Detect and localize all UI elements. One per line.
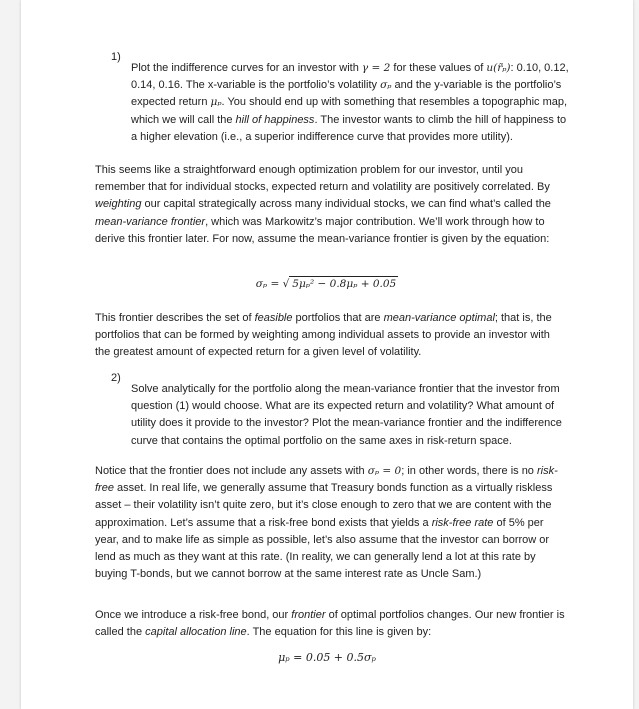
paragraph-risk-free: Notice that the frontier does not include any assets with σₚ = 0; in other words, there is no risk-free asset. In real life, we generally assume that Treasury bonds function as a virtually riskless asset – their volatility isn’t quite zero, but it’s close enough to zero that we are content with the approximation. Let’s assume that a risk-free bond exists that yields a risk-free rate of 5% per year, and to make life as simple as possible, let’s also assume that the investor can borrow or lend as much as they want at this rate. (In reality, we can generally lend a lot at this rate by buying T-bonds, but we cannot borrow at the same interest rate as Uncle Sam.) <box>95 465 558 581</box>
question-1 <box>95 49 575 157</box>
document-page <box>21 0 633 709</box>
question-number: 1) <box>111 51 121 63</box>
question-text: Plot the indifference curves for an investor with γ = 2 for these values of u(r̃ₚ): 0.10, 0.12, 0.14, 0.16. The x-variable is the portfolio’s volatility σₚ and the y-variable is the portfolio’s expected return μₚ. You should end up with something that resembles a topographic map, which we will call the hill of happiness. The investor wants to climb the hill of happiness to a higher elevation (i.e., a superior indifference curve that provides more utility). <box>131 62 569 143</box>
paragraph-frontier-intro: This seems like a straightforward enough optimization problem for our investor, until you remember that for individual stocks, expected return and volatility are positively correlated. By weighting our capital strategically across many individual stocks, we can find what’s called the mean-variance frontier, which was Markowitz’s major contribution. We’ll work through how to derive this frontier later. For now, assume the mean-variance frontier is given by the equation: <box>95 164 551 245</box>
question-2 <box>95 370 575 461</box>
question-number: 2) <box>111 372 121 384</box>
question-text: Solve analytically for the portfolio along the mean-variance frontier that the investor from question (1) would choose. What are its expected return and volatility? What amount of utility does it provide to the investor? Plot the mean-variance frontier and the indifference curve that contains the optimal portfolio on the same axes in risk-return space. <box>131 383 562 447</box>
capital-allocation-equation: μₚ = 0.05 + 0.5σₚ <box>278 651 376 664</box>
paragraph-capital-allocation: Once we introduce a risk-free bond, our frontier of optimal portfolios changes. Our new frontier is called the capital allocation line. The equation for this line is given by: <box>95 609 565 639</box>
paragraph-frontier-description: This frontier describes the set of feasible portfolios that are mean-variance optimal; that is, the portfolios that can be formed by weighting among individual assets to provide an investor with the greatest amount of expected return for a given level of volatility. <box>95 312 552 359</box>
frontier-equation: σₚ = √ 5μₚ² − 0.8μₚ + 0.05 <box>255 278 397 290</box>
